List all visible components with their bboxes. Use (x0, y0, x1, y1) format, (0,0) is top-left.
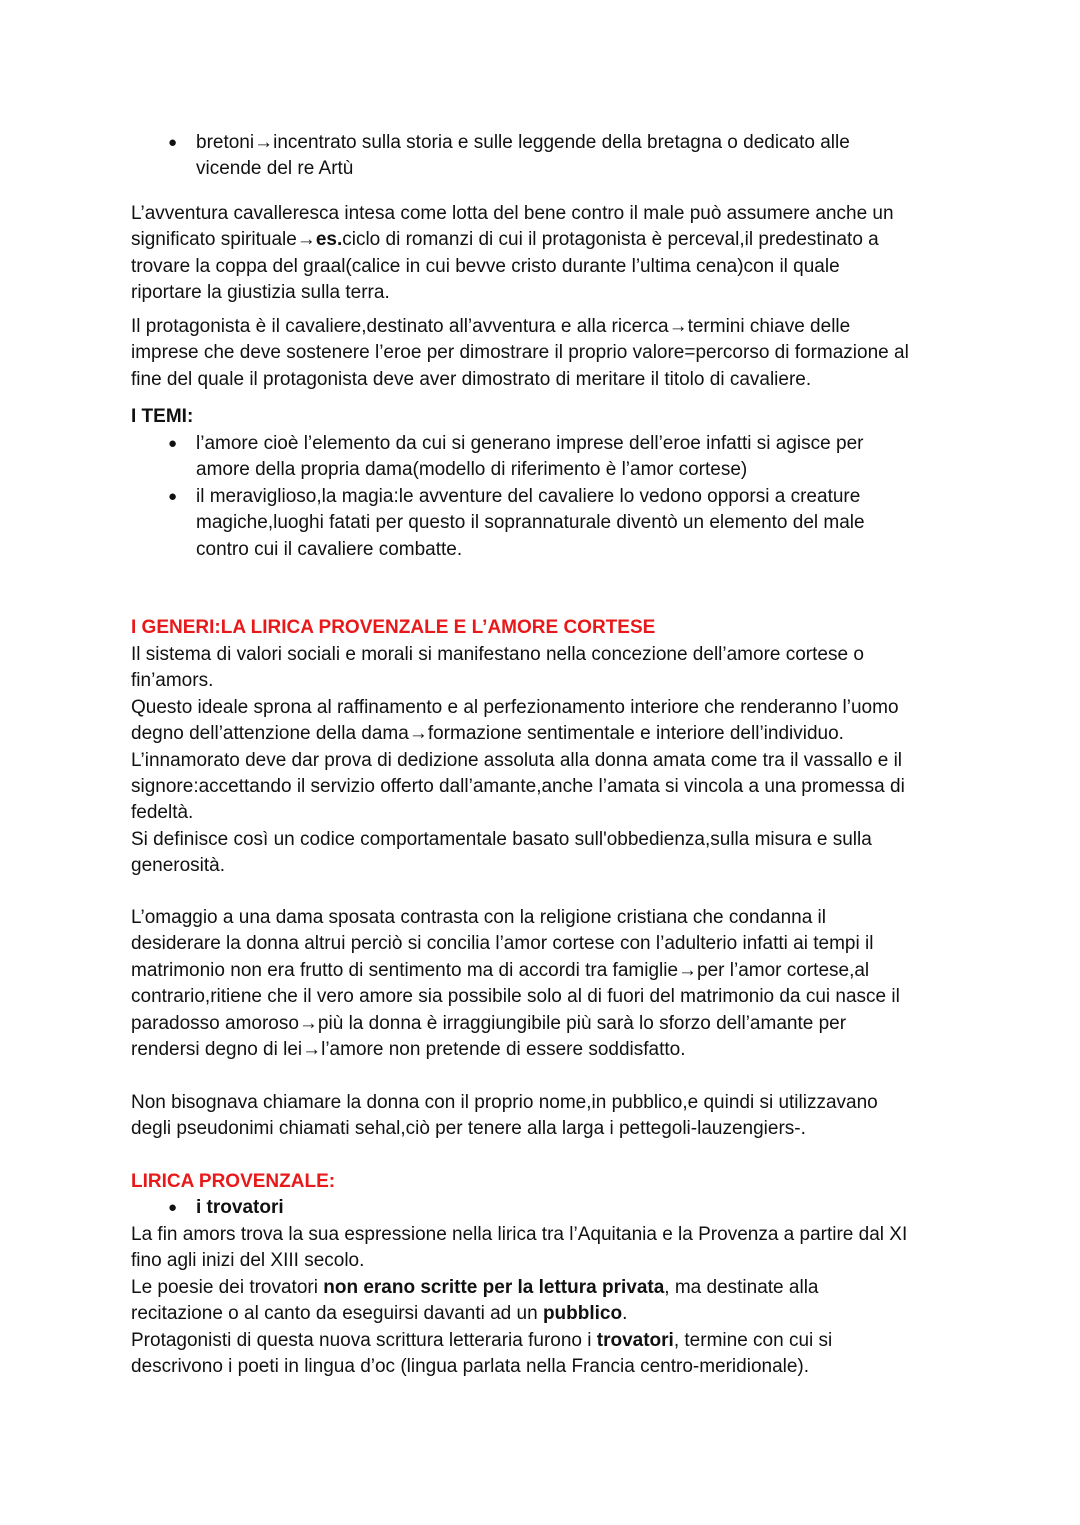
text-line (131, 642, 971, 668)
text-segment: Le poesie dei trovatori (131, 1276, 324, 1298)
text-line (131, 905, 971, 931)
text-segment: degno dell’attenzione della dama→formazione sentimentale e interiore dell’individuo. (131, 723, 844, 745)
text-line (131, 201, 971, 227)
text-line (131, 1037, 971, 1063)
text-line (131, 695, 971, 721)
text-line (131, 984, 971, 1010)
text-line (131, 510, 971, 536)
text-segment: fine del quale il protagonista deve aver dimostrato di meritare il titolo di cavaliere. (131, 368, 812, 390)
paragraph (131, 905, 971, 1063)
bold-text: non erano scritte per la lettura privata (323, 1276, 665, 1298)
red-section-heading (131, 615, 971, 641)
text-segment: Non bisognava chiamare la donna con il proprio nome,in pubblico,e quindi si utilizzavano (131, 1092, 878, 1113)
bullet-list-item (131, 130, 971, 183)
text-segment: rendersi degno di lei→l’amore non pretende di essere soddisfatto. (131, 1038, 686, 1060)
bold-text: trovatori (596, 1329, 674, 1351)
text-line (131, 404, 971, 430)
bullet-list-item (131, 484, 971, 563)
text-segment: contro cui il cavaliere combatte. (196, 538, 463, 560)
text-line (131, 1169, 971, 1195)
text-segment: signore:accettando il servizio offerto dall’amante,anche l’amata si vincola a una promessa di (131, 775, 905, 797)
text-segment: significato spirituale→ (131, 229, 316, 251)
bullet-icon: ● (168, 1199, 178, 1216)
text-segment: descrivono i poeti in lingua d’oc (lingua parlata nella Francia centro-meridionale). (131, 1355, 810, 1377)
text-segment: trovare la coppa del graal(calice in cui bevve cristo durante l’ultima cena)con il quale (131, 255, 840, 277)
text-line (131, 800, 971, 826)
bold-text: i trovatori (196, 1197, 284, 1218)
text-line (131, 1328, 971, 1354)
text-line (131, 367, 971, 393)
text-line (131, 1011, 971, 1037)
text-line (131, 1275, 971, 1301)
paragraph (131, 201, 971, 307)
bold-text: I TEMI: (131, 406, 194, 427)
paragraph (131, 1090, 971, 1143)
text-line (131, 853, 971, 879)
text-segment: degli pseudonimi chiamati sehal,ciò per tenere alla larga i pettegoli-lauzengiers-. (131, 1118, 806, 1140)
text-segment: . (622, 1303, 628, 1325)
text-segment: paradosso amoroso→più la donna è irraggiungibile più sarà lo sforzo dell’amante per (131, 1012, 847, 1034)
text-line (131, 1222, 971, 1248)
paragraph (131, 314, 971, 393)
text-segment: I GENERI:LA LIRICA PROVENZALE E L’AMORE CORTESE (131, 617, 656, 638)
text-segment: amore della propria dama(modello di riferimento è l’amor cortese) (196, 459, 748, 481)
text-segment: LIRICA PROVENZALE: (131, 1171, 336, 1192)
text-segment: fino agli inizi del XIII secolo. (131, 1250, 365, 1272)
red-section-heading (131, 1169, 971, 1195)
text-segment: Il protagonista è il cavaliere,destinato all’avventura e alla ricerca→termini chiave delle (131, 316, 851, 337)
bullet-list-item (131, 431, 971, 484)
text-line (131, 1301, 971, 1327)
paragraph (131, 642, 971, 880)
text-line (131, 931, 971, 957)
bullet-icon: ● (168, 134, 178, 151)
text-segment: fedeltà. (131, 802, 194, 824)
text-segment: recitazione o al canto da eseguirsi davanti ad un (131, 1303, 543, 1325)
text-line (131, 484, 971, 510)
text-line (131, 1090, 971, 1116)
text-segment: , ma destinate alla (664, 1276, 819, 1298)
text-line (131, 1195, 971, 1221)
text-segment: L’innamorato deve dar prova di dedizione assoluta alla donna amata come tra il vassallo e il (131, 749, 903, 771)
text-segment: l’amore cioè l’elemento da cui si generano imprese dell’eroe infatti si agisce per (196, 433, 864, 454)
bold-text: pubblico (542, 1303, 623, 1325)
text-line (131, 537, 971, 563)
text-segment: Il sistema di valori sociali e morali si manifestano nella concezione dell’amore cortese o (131, 644, 864, 665)
section-heading (131, 404, 971, 430)
text-segment: Questo ideale sprona al raffinamento e al perfezionamento interiore che renderanno l’uomo (131, 696, 899, 718)
text-line (131, 431, 971, 457)
bullet-list-item (131, 1195, 971, 1221)
bullet-icon: ● (168, 488, 178, 505)
bullet-icon: ● (168, 435, 178, 452)
text-segment: bretoni→incentrato sulla storia e sulle leggende della bretagna o dedicato alle (196, 132, 850, 153)
text-segment: desiderare la donna altrui perciò si concilia l’amor cortese con l’adulterio infatti ai tempi il (131, 933, 874, 955)
text-line (131, 227, 971, 253)
text-line (131, 774, 971, 800)
text-line (131, 314, 971, 340)
text-segment: Si definisce così un codice comportamentale basato sull'obbedienza,sulla misura e sulla (131, 828, 872, 850)
text-segment: matrimonio non era frutto di sentimento ma di accordi tra famiglie→per l’amor cortese,al (131, 959, 870, 981)
text-line (131, 668, 971, 694)
text-line (131, 615, 971, 641)
text-line (131, 340, 971, 366)
text-line (131, 1354, 971, 1380)
text-segment: Protagonisti di questa nuova scrittura letteraria furono i (131, 1329, 597, 1351)
text-segment: generosità. (131, 855, 226, 877)
text-line (131, 748, 971, 774)
text-segment: L’omaggio a una dama sposata contrasta con la religione cristiana che condanna il (131, 907, 827, 928)
text-line (131, 280, 971, 306)
text-segment: imprese che deve sostenere l’eroe per dimostrare il proprio valore=percorso di formazione al (131, 342, 909, 364)
text-segment: riportare la giustizia sulla terra. (131, 282, 390, 304)
text-line (131, 254, 971, 280)
text-line (131, 156, 971, 182)
text-segment: La fin amors trova la sua espressione nella lirica tra l’Aquitania e la Provenza a partire dal XI (131, 1224, 908, 1245)
paragraph (131, 1222, 971, 1380)
text-line (131, 721, 971, 747)
text-segment: il meraviglioso,la magia:le avventure del cavaliere lo vedono opporsi a creature (196, 486, 861, 507)
text-segment: , termine con cui si (673, 1329, 833, 1351)
text-line (131, 1116, 971, 1142)
text-segment: vicende del re Artù (196, 158, 354, 180)
text-line (131, 827, 971, 853)
text-line (131, 1248, 971, 1274)
text-segment: magiche,luoghi fatati per questo il soprannaturale diventò un elemento del male (196, 512, 865, 534)
bold-text: es. (315, 229, 343, 251)
text-segment: L’avventura cavalleresca intesa come lotta del bene contro il male può assumere anche un (131, 203, 894, 224)
text-line (131, 130, 971, 156)
text-line (131, 457, 971, 483)
text-line (131, 958, 971, 984)
text-segment: fin’amors. (131, 670, 214, 692)
text-segment: contrario,ritiene che il vero amore sia possibile solo al di fuori del matrimonio da cui nasce il (131, 986, 900, 1008)
text-segment: ciclo di romanzi di cui il protagonista è perceval,il predestinato a (342, 229, 879, 251)
